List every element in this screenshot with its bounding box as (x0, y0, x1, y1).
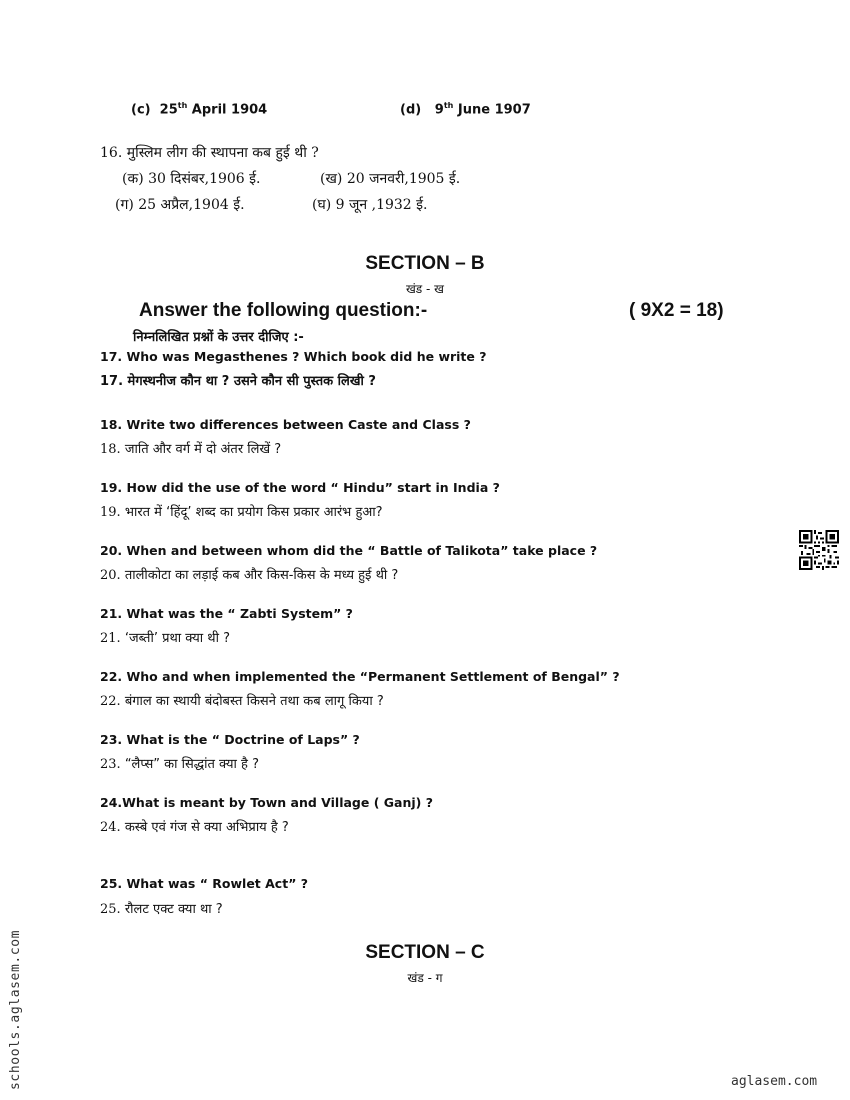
q20-hindi: 20. तालीकोटा का लड़ाई कब और किस-किस के मध्य हुई थी ? (100, 568, 399, 583)
q21-english: 21. What was the “ Zabti System” ? (100, 606, 353, 621)
side-watermark: schools.aglasem.com (8, 929, 23, 1090)
section-c-title: SECTION – C (365, 942, 485, 963)
q18-english: 18. Write two differences between Caste and Class ? (100, 417, 471, 432)
section-b-instruction: Answer the following question:- (139, 300, 428, 321)
q25-english: 25. What was “ Rowlet Act” ? (100, 876, 309, 891)
q20-english: 20. When and between whom did the “ Battle of Talikota” take place ? (100, 543, 598, 558)
q16-option-gha: (घ) 9 जून ,1932 ई. (312, 197, 428, 213)
q15-option-c: (c) 25th April 1904 (131, 101, 268, 118)
q16-option-ga: (ग) 25 अप्रैल,1904 ई. (115, 197, 245, 213)
q15-option-d: (d) 9th June 1907 (400, 101, 531, 118)
q17-english: 17. Who was Megasthenes ? Which book did he write ? (100, 349, 487, 364)
q16-text: मुस्लिम लीग की स्थापना कब हुई थी ? (126, 145, 319, 161)
qr-code-icon (799, 530, 839, 570)
bottom-watermark: aglasem.com (731, 1074, 818, 1089)
q22-english: 22. Who and when implemented the “Permanent Settlement of Bengal” ? (100, 669, 620, 684)
section-b-marks: ( 9X2 = 18) (629, 300, 724, 321)
q18-hindi: 18. जाति और वर्ग में दो अंतर लिखें ? (100, 442, 282, 457)
q21-hindi: 21. ‘जब्ती’ प्रथा क्या थी ? (100, 631, 230, 646)
q16-option-ka: (क) 30 दिसंबर,1906 ई. (122, 171, 261, 187)
q24-english: 24.What is meant by Town and Village ( Ganj) ? (100, 795, 433, 810)
q17-hindi: 17. मेगस्थनीज कौन था ? उसने कौन सी पुस्तक लिखी ? (100, 374, 376, 389)
q16-number: 16. (100, 145, 123, 161)
section-b-title: SECTION – B (365, 253, 485, 274)
q16-option-kha: (ख) 20 जनवरी,1905 ई. (320, 171, 461, 187)
section-c-hindi: खंड - ग (407, 971, 443, 985)
q23-english: 23. What is the “ Doctrine of Laps” ? (100, 732, 360, 747)
q16-question (100, 143, 319, 162)
q19-hindi: 19. भारत में ‘हिंदू’ शब्द का प्रयोग किस प्रकार आरंभ हुआ? (100, 505, 383, 520)
q19-english: 19. How did the use of the word “ Hindu” start in India ? (100, 480, 500, 495)
q24-hindi: 24. कस्बे एवं गंज से क्या अभिप्राय है ? (100, 820, 289, 835)
section-b-hindi: खंड - ख (405, 282, 444, 296)
q23-hindi: 23. “लैप्स” का सिद्धांत क्या है ? (100, 757, 259, 772)
q22-hindi: 22. बंगाल का स्थायी बंदोबस्त किसने तथा कब लागू किया ? (100, 694, 384, 709)
section-b-instruction-hindi: निम्नलिखित प्रश्नों के उत्तर दीजिए :- (133, 330, 304, 345)
q25-hindi: 25. रौलट एक्ट क्या था ? (100, 902, 223, 917)
